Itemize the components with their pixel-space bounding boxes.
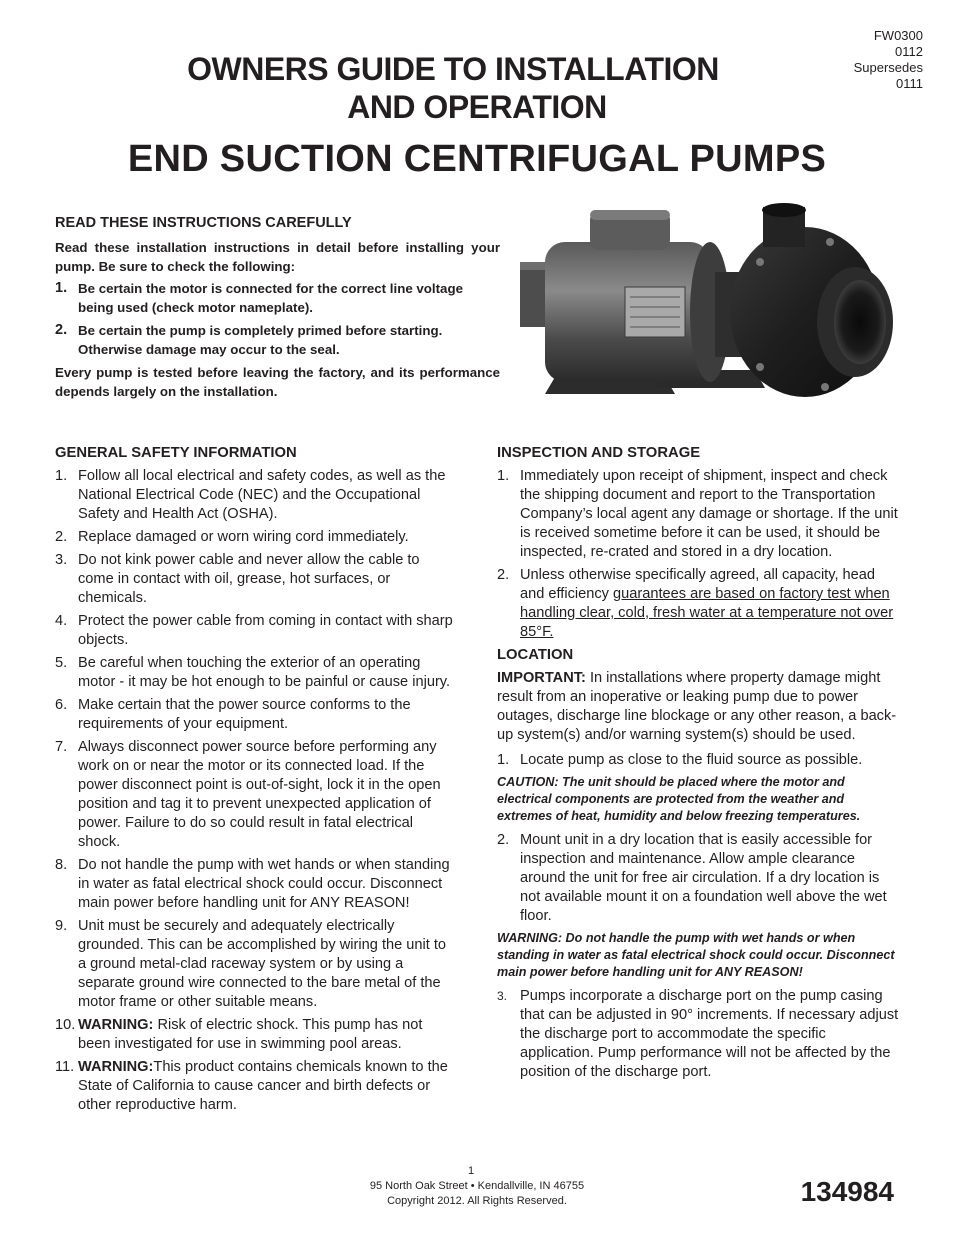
- right-column: [497, 444, 899, 1086]
- safety-item-number: 4.: [55, 613, 68, 629]
- intro-item: [55, 321, 500, 360]
- safety-item: [55, 612, 455, 650]
- safety-item: [55, 528, 455, 547]
- copyright: Copyright 2012. All Rights Reserved.: [387, 1195, 567, 1207]
- intro-item-number: 2.: [55, 321, 68, 338]
- form-number: FW0300: [873, 28, 923, 43]
- safety-item-number: 8.: [55, 857, 68, 873]
- safety-item: [55, 917, 455, 1012]
- inspection-heading: INSPECTION AND STORAGE: [497, 445, 701, 461]
- safety-item-text: Do not handle the pump with wet hands or when standing in water as fatal electrical shock could occur. Disconnect main power before handling unit for ANY REASON!: [78, 857, 450, 911]
- part-number: 134984: [800, 1176, 894, 1207]
- guide-title-line-2: AND OPERATION: [347, 89, 607, 125]
- safety-item-number: 7.: [55, 739, 68, 755]
- warning-label: WARNING:: [78, 1017, 154, 1033]
- safety-item-number: 1.: [55, 468, 68, 484]
- location-item-text: Locate pump as close to the fluid source as possible.: [520, 752, 863, 768]
- safety-item: [55, 738, 455, 852]
- revision-code: 0112: [895, 44, 923, 59]
- pump-photo: [515, 202, 905, 422]
- safety-item-number: 9.: [55, 918, 68, 934]
- safety-item-number: 2.: [55, 529, 68, 545]
- location-item: [497, 751, 899, 770]
- location-item-number: 1.: [497, 752, 510, 768]
- intro-closing: Every pump is tested before leaving the factory, and its performance depends largely on the installation.: [55, 364, 500, 399]
- safety-item-text: Always disconnect power source before performing any work on or near the motor or its connected load. If the power disconnect point is out-of-sight, lock it in the open position and tag it to prevent unexpected application of power. Failure to do so could result in fatal electrical shock.: [78, 739, 441, 850]
- safety-item-number: 6.: [55, 697, 68, 713]
- intro-item-text: Be certain the pump is completely primed before starting. Otherwise damage may occur to the seal.: [78, 322, 443, 357]
- safety-item-number: 10.: [55, 1017, 76, 1033]
- guide-title: [0, 50, 954, 126]
- intro-section: [55, 214, 500, 402]
- safety-item: [55, 856, 455, 913]
- safety-item-text: Risk of electric shock. This pump has not been investigated for use in swimming pool areas.: [78, 1017, 423, 1052]
- safety-item-text: Protect the power cable from coming in contact with sharp objects.: [78, 613, 453, 648]
- safety-item-number: 5.: [55, 655, 68, 671]
- safety-item-text: Be careful when touching the exterior of an operating motor - it may be hot enough to be painful or cause injury.: [78, 655, 451, 690]
- important-label: IMPORTANT:: [497, 670, 586, 686]
- intro-lead: Read these installation instructions in detail before installing your pump. Be sure to check the following:: [55, 239, 500, 274]
- important-text: In installations where property damage might result from an inoperative or leaking pump due to power outages, discharge line blockage or any other reason, a back-up system(s) and/or warning system(s) should be used.: [497, 670, 897, 743]
- inspection-item-text: Unless otherwise specifically agreed, all capacity, head and efficiency: [520, 567, 876, 602]
- supersedes-label: Supersedes: [853, 60, 923, 75]
- safety-item: [55, 654, 455, 692]
- page-number: 1: [467, 1165, 475, 1177]
- safety-item-text: This product contains chemicals known to the State of California to cause cancer and birth defects or other reproductive harm.: [78, 1059, 448, 1113]
- location-item: [497, 987, 899, 1082]
- intro-item: [55, 279, 500, 318]
- warning-label: WARNING:: [78, 1059, 154, 1075]
- safety-item: [55, 1058, 455, 1115]
- safety-item: [55, 467, 455, 524]
- safety-heading: GENERAL SAFETY INFORMATION: [55, 445, 297, 461]
- safety-item-text: Do not kink power cable and never allow the cable to come in contact with oil, grease, hot surfaces, or chemicals.: [78, 552, 420, 606]
- supersedes-code: 0111: [896, 76, 923, 91]
- warning-note: WARNING: Do not handle the pump with wet hands or when standing in water as fatal electrical shock could occur. Disconnect main power before handling unit for ANY REASON!: [497, 931, 895, 979]
- inspection-item-text: Immediately upon receipt of shipment, inspect and check the shipping document and report to the Transportation Company’s local agent any damage or shortage. If the unit is received sometime before it can be used, it should be inspected, re-crated and stored in a dry location.: [520, 468, 898, 560]
- safety-item-number: 11.: [55, 1059, 75, 1075]
- safety-item: [55, 696, 455, 734]
- product-title: END SUCTION CENTRIFUGAL PUMPS: [127, 138, 827, 180]
- location-heading: LOCATION: [497, 647, 574, 663]
- safety-item-text: Replace damaged or worn wiring cord immediately.: [78, 529, 409, 545]
- inspection-item-number: 2.: [497, 567, 510, 583]
- intro-heading: READ THESE INSTRUCTIONS CAREFULLY: [55, 215, 352, 231]
- location-item-number: 2.: [497, 832, 510, 848]
- caution-note: CAUTION: The unit should be placed where the motor and electrical components are protected from the weather and extremes of heat, humidity and below freezing temperatures.: [497, 775, 861, 823]
- safety-item: [55, 551, 455, 608]
- safety-item-number: 3.: [55, 552, 68, 568]
- location-item-text: Pumps incorporate a discharge port on the pump casing that can be adjusted in 90° increments. If necessary adjust the discharge port to accommodate the specific application. Pump performance will not be affected by the position of the discharge port.: [520, 988, 899, 1080]
- inspection-item-number: 1.: [497, 468, 510, 484]
- guarantee-text: guarantees are based on factory test when handling clear, cold, fresh water at a temperature not over 85°F.: [520, 586, 894, 640]
- company-address: 95 North Oak Street • Kendallville, IN 46755: [369, 1180, 585, 1192]
- safety-section: [55, 444, 455, 1119]
- safety-item: [55, 1016, 455, 1054]
- safety-item-text: Make certain that the power source conforms to the requirements of your equipment.: [78, 697, 411, 732]
- location-item: [497, 831, 899, 926]
- inspection-item: [497, 566, 899, 642]
- guide-title-line-1: OWNERS GUIDE TO INSTALLATION: [187, 51, 719, 87]
- safety-item-text: Unit must be securely and adequately electrically grounded. This can be accomplished by wiring the unit to a ground metal-clad raceway system or by using a separate ground wire connected to the bare metal of the motor frame or other suitable means.: [78, 918, 447, 1010]
- important-note: [497, 669, 899, 745]
- intro-item-number: 1.: [55, 279, 68, 296]
- location-item-text: Mount unit in a dry location that is easily accessible for inspection and maintenance. Allow ample clearance around the unit for free air circulation. If a dry location is not available mount it on a foundation well above the wet floor.: [520, 832, 887, 924]
- safety-item-text: Follow all local electrical and safety codes, as well as the National Electrical Code (NEC) and the Occupational Safety and Health Act (OSHA).: [78, 468, 446, 522]
- location-item-number: 3.: [497, 989, 508, 1003]
- intro-item-text: Be certain the motor is connected for the correct line voltage being used (check motor nameplate).: [78, 280, 463, 315]
- inspection-item: [497, 467, 899, 562]
